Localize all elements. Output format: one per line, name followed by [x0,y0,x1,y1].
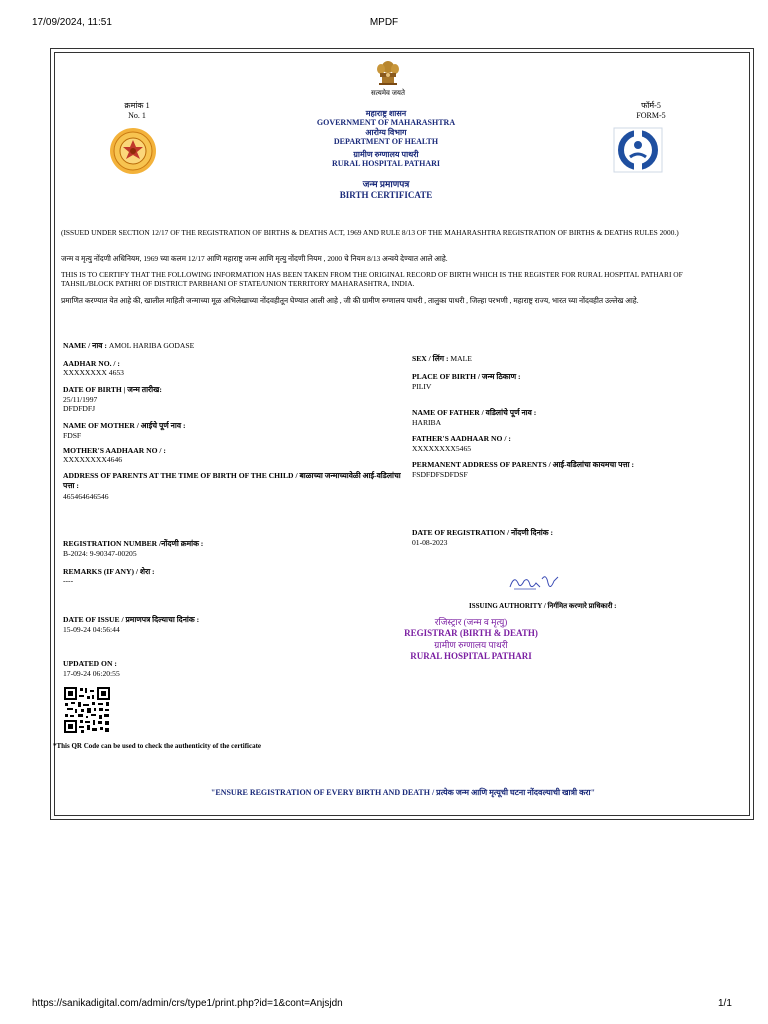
registration-number-value: B-2024: 9-90347-00205 [63,549,137,558]
certificate-title-en: BIRTH CERTIFICATE [339,190,433,200]
form-no-mr: फॉर्म-5 [641,101,661,110]
registrar-signature-icon [506,571,566,595]
mother-aadhaar-value: XXXXXXXX4646 [63,455,123,464]
certify-paragraph-mr: प्रमाणित करण्यात येत आहे की, खालील माहिती जन्माच्या मूळ अभिलेखाच्या नोंदवहीतून घेण्यात आली आहे , जी की ग्रामीण रुग्णालय पाथरी , तालुका पाथरी , जिल्हा परभणी , महाराष्ट्र राज्य, भारत च्या नोंदवहीत उल्लेख आहे. [61,296,639,305]
updated-on-label: UPDATED ON : [63,659,117,668]
child-name-value: AMOL HARIBA GODASE [108,341,195,350]
dob-value: 25/11/1997 [63,395,98,404]
father-name-label: NAME OF FATHER / वडिलांचे पूर्ण नाव : [412,408,537,417]
birth-address-label: ADDRESS OF PARENTS AT THE TIME OF BIRTH OF THE CHILD / बाळाच्या जन्माच्यावेळी आई-वडिलांचा पत्ता : [63,471,401,490]
act-paragraph-mr: जन्म व मृत्यु नोंदणी अधिनियम, 1969 च्या कलम 12/17 आणि महाराष्ट्र जन्म आणि मृत्यु नोंदणी नियम , 2000 चे नियम 8/13 अन्वये देण्यात आले आहे. [61,254,448,263]
qr-note: *This QR Code can be used to check the authenticity of the certificate [53,742,262,750]
print-title: MPDF [369,17,399,28]
issuing-authority-label: ISSUING AUTHORITY / निर्गमित करणारे प्राधिकारी : [469,602,617,610]
hospital-name-en: RURAL HOSPITAL PATHARI [331,159,440,168]
issued-under-paragraph: (ISSUED UNDER SECTION 12/17 OF THE REGISTRATION OF BIRTHS & DEATHS ACT, 1969 AND RULE 8/13 OF THE MAHARASHTRA REGISTRATION OF BIRTHS & DEATHS RULES 2000.) [61,228,679,237]
print-url: https://sanikadigital.com/admin/crs/type1/print.php?id=1&cont=Anjsjdn [32,998,343,1009]
mother-name-label: NAME OF MOTHER / आईचे पूर्ण नाव : [63,421,186,430]
registration-slogan: "ENSURE REGISTRATION OF EVERY BIRTH AND DEATH / प्रत्येक जन्म आणि मृत्यूची घटना नोंदवल्याची खात्री करा" [210,788,596,797]
registration-date-label: DATE OF REGISTRATION / नोंदणी दिनांक : [412,528,554,537]
child-name-label: NAME / नाव : [63,341,107,350]
dob-words-value: DFDFDFJ [63,404,96,413]
dept-name-en: DEPARTMENT OF HEALTH [333,137,439,146]
aadhar-label: AADHAR NO. / : [63,359,120,368]
permanent-address-value: FSDFDFSDFDSF [412,470,468,479]
father-name-value: HARIBA [412,418,442,427]
place-of-birth-value: PILIV [412,382,432,391]
birth-certificate [50,48,754,820]
aadhar-value: XXXXXXXX 4653 [63,368,124,377]
hospital-name-mr: ग्रामीण रुग्णालय पाथरी [353,150,419,159]
state-name-en: GOVERNMENT OF MAHARASHTRA [316,118,456,127]
registrar-hospital-mr: ग्रामीण रुग्णालय पाथरी [434,640,508,650]
father-aadhaar-value: XXXXXXXX5465 [412,444,472,453]
place-of-birth-label: PLACE OF BIRTH / जन्म ठिकाण : [412,372,521,381]
national-emblem-icon [371,57,405,89]
kramank-mr: क्रमांक 1 [124,101,150,110]
qr-code-icon [63,686,111,734]
sex-field [412,354,472,364]
dept-name-mr: आरोग्य विभाग [365,128,407,137]
issue-date-value: 15-09-24 04:56:44 [63,625,120,634]
remarks-value: ---- [63,576,74,585]
health-department-logo-icon [613,127,663,173]
maharashtra-seal-icon [107,127,159,175]
mother-aadhaar-label: MOTHER'S AADHAAR NO / : [63,446,166,455]
dob-label: DATE OF BIRTH | जन्म तारीख: [63,385,162,394]
emblem-motto: सत्यमेव जयते [371,89,405,97]
permanent-address-label: PERMANENT ADDRESS OF PARENTS / आई-वडिलांचा कायमचा पत्ता : [412,460,635,469]
updated-on-value: 17-09-24 06:20:55 [63,669,120,678]
sex-label: SEX / लिंग : [412,354,449,363]
state-name-mr: महाराष्ट्र शासन [365,109,407,118]
form-no-en: FORM-5 [636,111,666,120]
print-timestamp: 17/09/2024, 11:51 [32,17,112,28]
certify-paragraph: THIS IS TO CERTIFY THAT THE FOLLOWING INFORMATION HAS BEEN TAKEN FROM THE ORIGINAL RECORD OF BIRTH WHICH IS THE REGISTER FOR RURAL HOSPITAL PATHARI OF TAHSIL/BLOCK PATHRI OF DISTRICT PARBHANI OF STATE/UNION TERRITORY MAHARASHTRA, INDIA. [61,270,683,288]
registration-date-value: 01-08-2023 [412,538,448,547]
issue-date-label: DATE OF ISSUE / प्रमाणपत्र दिल्याचा दिनांक : [63,615,200,624]
registrar-hospital-en: RURAL HOSPITAL PATHARI [410,651,532,661]
father-aadhaar-label: FATHER'S AADHAAR NO / : [412,434,511,443]
child-name [63,341,194,351]
sex-value: MALE [450,354,472,363]
certificate-title-mr: जन्म प्रमाणपत्र [362,179,410,189]
registration-number-label: REGISTRATION NUMBER /नोंदणी क्रमांक : [63,539,204,548]
remarks-label: REMARKS (IF ANY) / शेरा : [63,567,155,576]
print-page-number: 1/1 [718,998,732,1009]
birth-address-value: 465464646546 [63,492,109,501]
mother-name-value: FDSF [63,431,82,440]
registrar-title-mr: रजिस्ट्रार (जन्म व मृत्यु) [434,617,508,627]
registrar-title-en: REGISTRAR (BIRTH & DEATH) [404,628,538,638]
kramank-no: No. 1 [128,111,146,120]
